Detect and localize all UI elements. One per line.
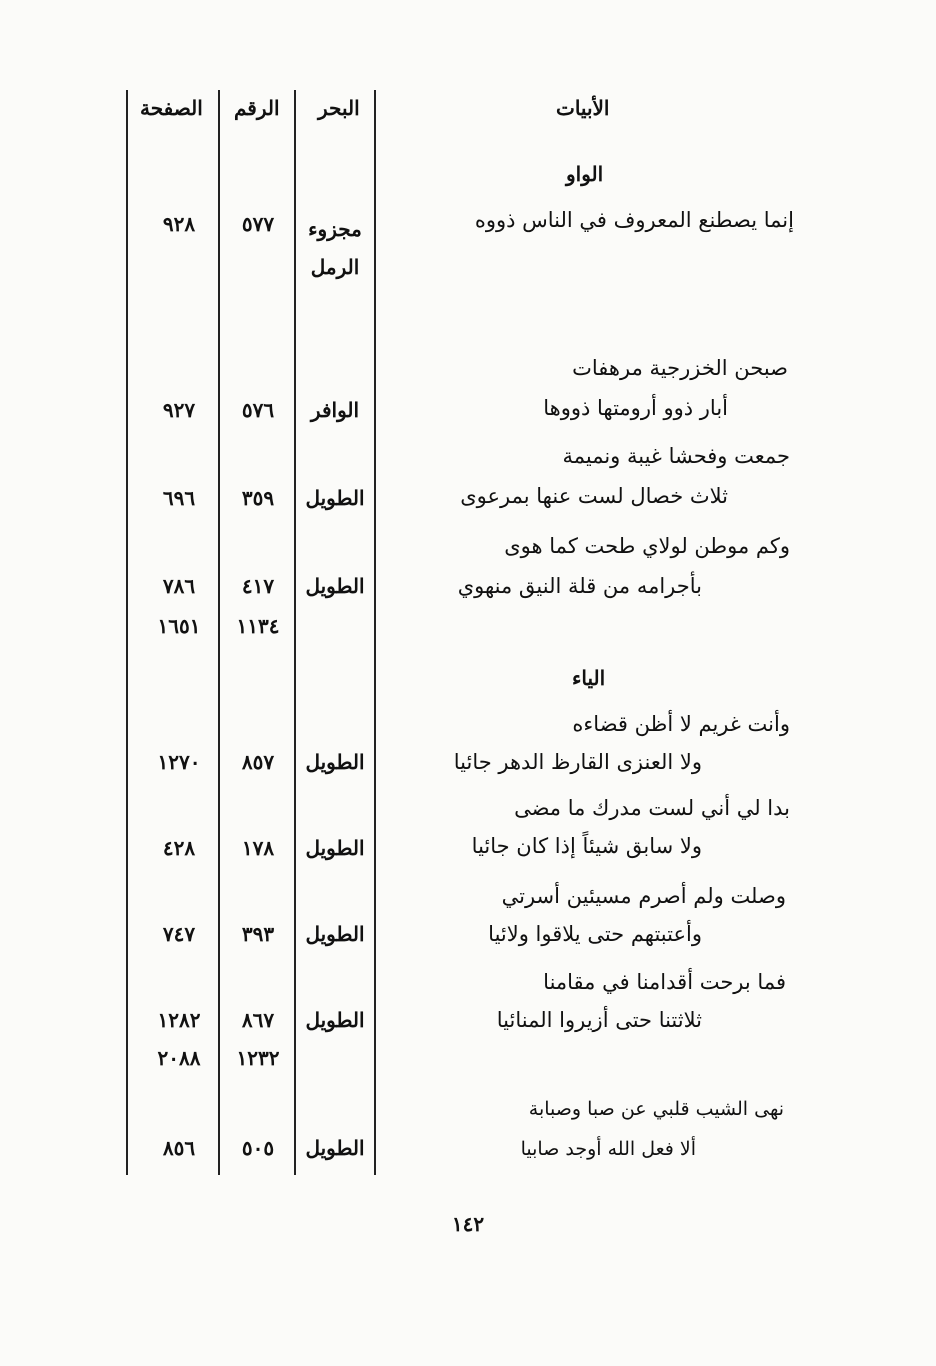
column-rule [126, 90, 128, 1175]
meter-label: الطويل [305, 1008, 365, 1032]
entry-page: ١٢٨٢ [157, 1008, 201, 1032]
verse-line: وكم موطن لولاي طحت كما هوى [504, 534, 790, 558]
meter-label: الطويل [305, 750, 365, 774]
column-rule [218, 90, 220, 1175]
meter-label: الطويل [305, 486, 365, 510]
header-meter: البحر [318, 96, 360, 120]
column-rule [374, 90, 376, 1175]
entry-number: ٥٠٥ [241, 1136, 275, 1160]
verse-line: إنما يصطنع المعروف في الناس ذووه [474, 208, 794, 232]
header-verses: الأبيات [556, 96, 610, 120]
entry-page: ٢٠٨٨ [157, 1046, 201, 1070]
section-title-ya: الياء [572, 666, 606, 690]
meter-label: الطويل [305, 574, 365, 598]
entry-page: ٧٤٧ [162, 922, 196, 946]
entry-number: ٣٩٣ [241, 922, 275, 946]
entry-page: ١٦٥١ [157, 614, 201, 638]
header-page: الصفحة [140, 96, 203, 120]
verse-line: وصلت ولم أصرم مسيئين أسرتي [501, 884, 786, 908]
entry-number: ١٢٣٢ [236, 1046, 280, 1070]
entry-page: ١٢٧٠ [157, 750, 201, 774]
header-number: الرقم [234, 96, 280, 120]
verse-line: وأنت غريم لا أظن قضاءه [572, 712, 790, 736]
section-title-waw: الواو [566, 162, 604, 186]
entry-page: ٨٥٦ [162, 1136, 196, 1160]
verse-line: ولا سابق شيئاً إذا كان جائيا [471, 834, 702, 858]
entry-number: ٥٧٧ [241, 212, 275, 236]
meter-label: الطويل [305, 836, 365, 860]
entry-page: ٤٢٨ [162, 836, 196, 860]
verse-line: صبحن الخزرجية مرهفات [572, 356, 788, 380]
entry-number: ٨٥٧ [241, 750, 275, 774]
verse-line: وأعتبتهم حتى يلاقوا ولائيا [488, 922, 702, 946]
meter-label: الوافر [310, 398, 360, 422]
meter-label: الطويل [305, 1136, 365, 1160]
entry-number: ١١٣٤ [236, 614, 280, 638]
entry-number: ١٧٨ [241, 836, 275, 860]
entry-number: ٨٦٧ [241, 1008, 275, 1032]
verse-line: ألا فعل الله أوجد صابيا [520, 1138, 696, 1160]
entry-page: ٦٩٦ [162, 486, 196, 510]
meter-label: مجزوء الرمل [308, 217, 362, 279]
verse-line: فما برحت أقدامنا في مقامنا [543, 970, 786, 994]
entry-number: ٣٥٩ [241, 486, 275, 510]
meter-label: الطويل [305, 922, 365, 946]
verse-line: نهى الشيب قلبي عن صبا وصبابة [528, 1098, 784, 1120]
verse-line: بدا لي أني لست مدرك ما مضى [514, 796, 790, 820]
entry-number: ٤١٧ [241, 574, 275, 598]
verse-line: ولا العنزى القارظ الدهر جائيا [453, 750, 702, 774]
verse-line: ثلاثتنا حتى أزيروا المنائيا [496, 1008, 702, 1032]
entry-page: ٧٨٦ [162, 574, 196, 598]
verse-line: أبار ذوو أرومتها ذووها [543, 396, 728, 420]
verse-line: بأجرامه من قلة النيق منهوي [457, 574, 702, 598]
verse-line: ثلاث خصال لست عنها بمرعوى [460, 484, 728, 508]
entry-page: ٩٢٨ [162, 212, 196, 236]
verse-line: جمعت وفحشا غيبة ونميمة [562, 444, 790, 468]
page-number: ١٤٢ [451, 1212, 485, 1236]
entry-page: ٩٢٧ [162, 398, 196, 422]
entry-number: ٥٧٦ [241, 398, 275, 422]
